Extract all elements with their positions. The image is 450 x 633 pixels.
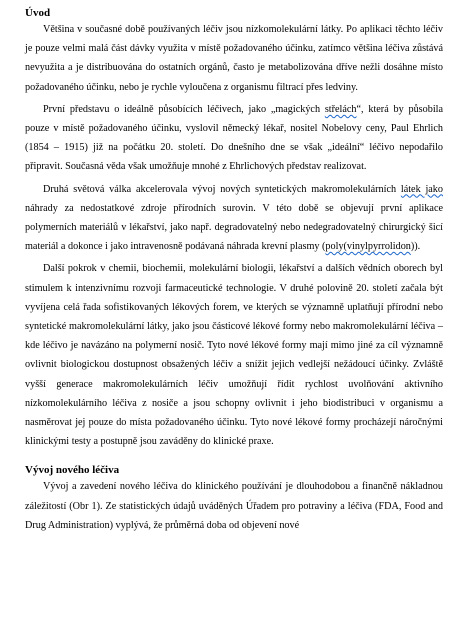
text-fragment: “, která by působila pouze v místě požadovaného účinku, vyslovil německý lékař, nositel Nobelovy ceny, Paul Ehrlich (1854 – 1915) již na počátku 20. století. Do dnešního dne se však „ideální“ léčivo nepodařilo připravit. Současná věda však umožňuje mnohé z Ehrlichových představ realizovat. xyxy=(25,103,443,173)
document-page xyxy=(25,6,443,535)
section-heading-drug-development: Vývoj nového léčiva xyxy=(25,464,120,477)
spellcheck-flagged-word: látek jako xyxy=(400,183,443,195)
paragraph-drug-development-1: Vývoj a zavedení nového léčiva do klinického používání je dlouhodobou a finančně nákladnou záležitostí (Obr 1). Ze statistických údajů uváděných Úřadem pro potraviny a léčiva (FDA, Food and Drug Administration) vyplývá, že průměrná doba od objevení nové xyxy=(25,481,443,531)
paragraph-intro-2 xyxy=(25,100,443,177)
text-fragment: První představu o ideálně působících léčivech, jako „magických xyxy=(43,103,325,115)
paragraph-intro-3 xyxy=(25,180,443,257)
spellcheck-flagged-word: poly(vinylpyrrolidon xyxy=(325,241,411,253)
text-fragment: )). xyxy=(410,241,421,253)
spellcheck-flagged-word: střelách xyxy=(324,103,357,115)
paragraph-intro-1: Většina v současné době používaných léčiv jsou nízkomolekulární látky. Po aplikaci těchto léčiv je pouze velmi malá část dávky využita v místě požadovaného účinku, zatímco většina léčiva zůstává nevyužita a je distribuována do ostatních orgánů, často je metabolizována dříve nežli dosáhne místo požadovaného účinku, nebo je rychle vyloučena z organismu filtrací přes ledviny. xyxy=(25,24,443,93)
text-fragment: Druhá světová válka akcelerovala vývoj nových syntetických makromolekulárních xyxy=(43,183,401,195)
paragraph-intro-4: Další pokrok v chemii, biochemii, molekulární biologii, lékařství a dalších vědních oborech byl stimulem k intenzivnímu rozvoji farmaceutické technologie. V druhé polovině 20. století začala být vyvíjena celá řada sofistikovaných lékových forem, ve kterých se významně uplatňují přírodní nebo syntetické makromolekulární látky, jako jsou částicové lékové formy nebo makromolekulární léčiva – kde léčivo je navázáno na polymerní nosič. Tyto nové lékové formy mají mimo jiné za cíl významně ovlivnit biologickou dostupnost obsažených léčiv a snížit jejich vedlejší nežádoucí účinky. Zvláště vyšší generace makromolekulárních léčiv umožňují řídit rychlost uvolňování aktivního nízkomolekulárního léčiva z nosiče a jsou schopny ovlivnit i jeho biodistribuci v organismu a nasměrovat jej pouze do místa požadovaného účinku. Tyto nové lékové formy procházejí náročnými klinickými testy a postupně jsou zaváděny do klinické praxe. xyxy=(25,263,443,448)
section-heading-intro: Úvod xyxy=(25,7,51,19)
text-fragment: náhrady za nedostatkové zdroje přírodních surovin. V této době se objevují první aplikace polymerních materiálů v lékařství, jako např. degradovatelný nebo nedegradovatelný chirurgický šicí materiál a dokonce i jako intravenosně podávaná náhrada krevní plasmy ( xyxy=(25,202,443,253)
